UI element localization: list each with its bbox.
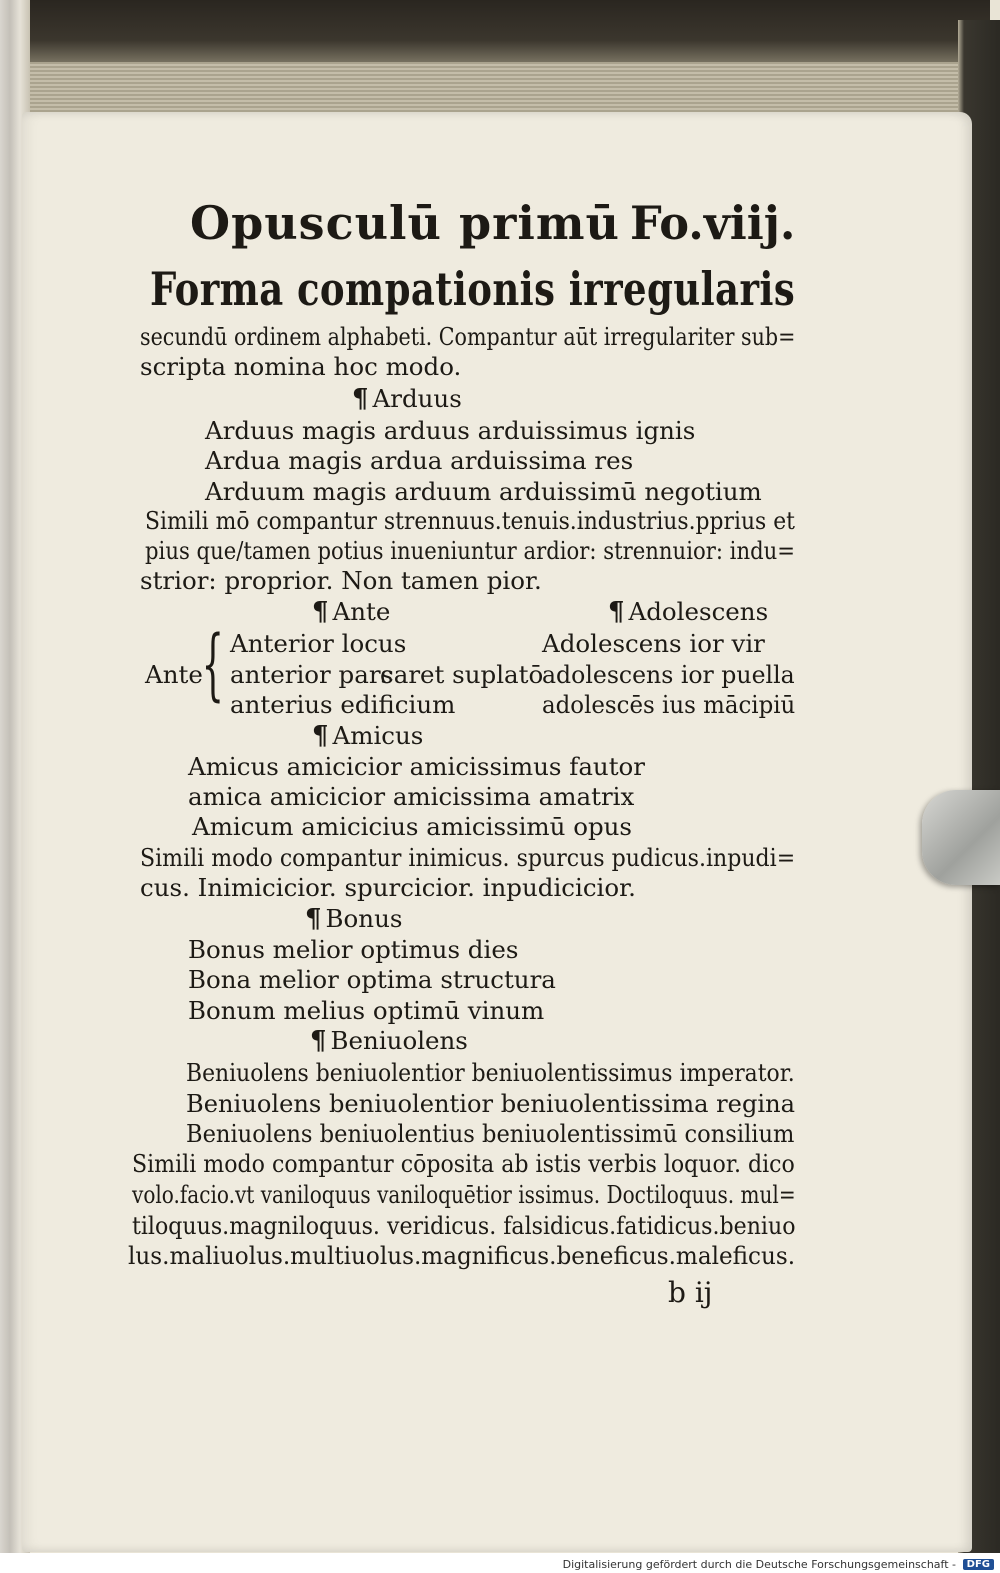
paradigm-line: Beniuolens beniuolentior beniuolentissima regina — [186, 1089, 796, 1118]
paradigm-line: Bona melior optima structura — [188, 965, 556, 994]
pilcrow-icon: ¶ — [608, 597, 625, 627]
paradigm-line: adolescens ior puella — [542, 660, 795, 689]
paradigm-line: Bonus melior optimus dies — [188, 935, 519, 964]
paradigm-line: Amicus amicicior amicissimus fautor — [188, 752, 646, 781]
intro-line: scripta nomina hoc modo. — [140, 352, 462, 381]
text-line: Simili modo compantur cōposita ab istis verbis loquor. dico — [132, 1149, 795, 1178]
pilcrow-icon: ¶ — [352, 384, 369, 414]
paradigm-line: anterior pars — [230, 660, 394, 689]
rubric-bonus: ¶ Bonus — [305, 904, 403, 934]
text-line: volo.facio.vt vaniloquus vaniloquētior issimus. Doctiloquus. mul= — [132, 1180, 796, 1209]
rubric-arduus: ¶ Arduus — [352, 384, 462, 414]
paradigm-line: amica amicicior amicissima amatrix — [188, 782, 635, 811]
brace-icon: { — [201, 620, 224, 710]
brace-label: Ante — [145, 660, 203, 689]
pilcrow-icon: ¶ — [305, 904, 322, 934]
paradigm-note: caret suplatō — [380, 660, 544, 689]
rubric-beniuolens: ¶ Beniuolens — [310, 1026, 468, 1056]
folio-number: Fo.viij. — [630, 196, 796, 250]
running-title: Opusculū primū — [190, 196, 620, 250]
dfg-logo: DFG — [963, 1559, 994, 1570]
text-line: Simili modo compantur inimicus. spurcus pudicus.inpudi= — [140, 843, 796, 872]
text-line: tiloquus.magniloquus. veridicus. falsidicus.fatidicus.beniuo — [132, 1211, 796, 1240]
paradigm-line: anterius edificium — [230, 690, 456, 719]
paradigm-line: Amicum amicicius amicissimū opus — [192, 812, 633, 841]
paradigm-line: Beniuolens beniuolentius beniuolentissimū consilium — [186, 1119, 795, 1148]
pilcrow-icon: ¶ — [312, 721, 329, 751]
paradigm-line: adolescēs ius mācipiū — [542, 690, 796, 719]
rubric-ante: ¶ Ante — [312, 597, 391, 627]
section-heading: Forma compationis irregularis — [150, 262, 796, 316]
paradigm-line: Anterior locus — [230, 629, 407, 658]
paradigm-line: Bonum melius optimū vinum — [188, 996, 545, 1025]
signature-mark: b ij — [668, 1276, 713, 1309]
paradigm-line: Beniuolens beniuolentior beniuolentissimus imperator. — [186, 1058, 795, 1087]
intro-line: secundū ordinem alphabeti. Compantur aūt irregulariter sub= — [140, 322, 796, 351]
text-line: cus. Inimicicior. spurcicior. inpudicicior. — [140, 873, 636, 902]
paradigm-line: Arduus magis arduus arduissimus ignis — [205, 416, 696, 445]
page-clip — [922, 790, 1000, 885]
rubric-adolescens: ¶ Adolescens — [608, 597, 769, 627]
footer-bar — [0, 1553, 1000, 1573]
paradigm-line: Ardua magis ardua arduissima res — [205, 446, 634, 475]
text-line: strior: proprior. Non tamen pior. — [140, 566, 542, 595]
text-line: pius que/tamen potius inueniuntur ardior: strennuior: indu= — [145, 536, 796, 565]
paradigm-line: Adolescens ior vir — [542, 629, 765, 658]
page-block-edge — [10, 62, 960, 117]
text-line: Simili mō compantur strennuus.tenuis.industrius.pprius et — [145, 506, 795, 535]
rubric-amicus: ¶ Amicus — [312, 721, 424, 751]
paradigm-line: Arduum magis arduum arduissimū negotium — [205, 477, 762, 506]
pilcrow-icon: ¶ — [312, 597, 329, 627]
pilcrow-icon: ¶ — [310, 1026, 327, 1056]
text-line: lus.maliuolus.multiuolus.magnificus.beneficus.maleficus. — [128, 1241, 796, 1270]
footer-credit: Digitalisierung gefördert durch die Deutsche Forschungsgemeinschaft - — [562, 1558, 956, 1571]
